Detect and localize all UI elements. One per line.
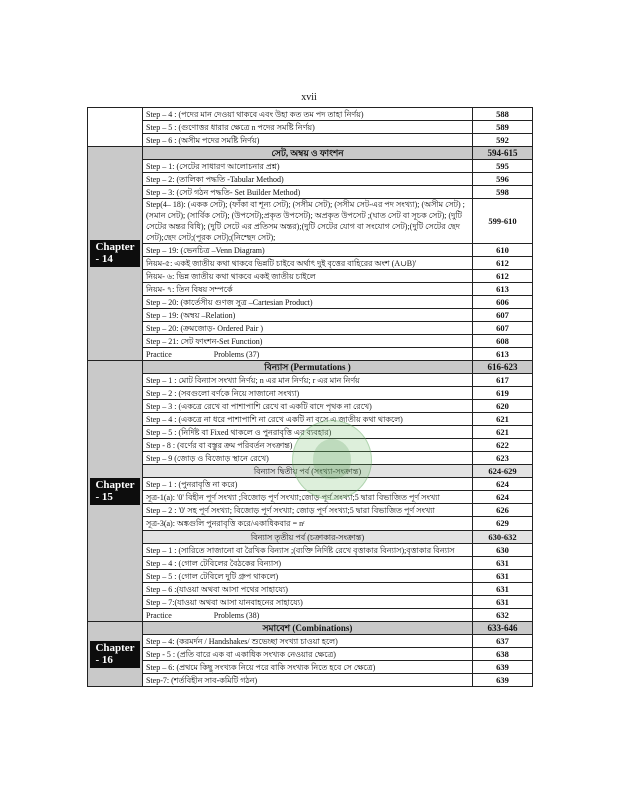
entry-page-number: 620	[473, 400, 533, 413]
entry-description: Step – 2 : (সবগুলো বর্ণকে নিয়ে সাজানো সংখ্যা)	[143, 387, 473, 400]
entry-description: Step – 2: (তালিকা পদ্ধতি -Tabular Method)	[143, 173, 473, 186]
toc-row	[88, 609, 533, 622]
entry-page-number: 637	[473, 635, 533, 648]
entry-description: বিন্যাস দ্বিতীয় পর্ব (সংখ্যা-সংক্রান্ত)	[143, 465, 473, 478]
toc-row	[88, 544, 533, 557]
entry-description: নিয়ম-৫: একই জাতীয় কথা থাকবে ভিন্নটি চাইবে অর্থাৎ দুই বৃত্তের বাহিরের অংশ (A∪B)′	[143, 257, 473, 270]
entry-page-number: 631	[473, 557, 533, 570]
chapter-cell	[88, 361, 143, 622]
entry-description: Step – 1 : মোট বিন্যাস সংখ্যা নির্ণয়; n এর মান নির্ণয়; r এর মান নির্ণয়	[143, 374, 473, 387]
entry-page-number: 608	[473, 335, 533, 348]
entry-page-number: 594-615	[473, 147, 533, 160]
entry-description: Step – 2 : '0' সহ পূর্ণ সংখ্যা; বিজোড় পূর্ণ সংখ্যা; জোড় পূর্ণ সংখ্যা;5 দ্বারা বিভাজিত পূর্ণ সংখ্যা	[143, 504, 473, 517]
toc-row	[88, 570, 533, 583]
chapter-cell	[88, 147, 143, 361]
entry-description: সূত্র-1(a): '0' বিহীন পূর্ণ সংখ্যা ;বিজোড় পূর্ণ সংখ্যা;জোড় পূর্ণ সংখ্যা;5 দ্বারা বিভাজিত পূর্ণ সংখ্যা	[143, 491, 473, 504]
toc-row	[88, 648, 533, 661]
entry-description: নিয়ম- ৬: ভিন্ন জাতীয় কথা থাকবে একই জাতীয় চাইলে	[143, 270, 473, 283]
entry-page-number: 595	[473, 160, 533, 173]
toc-row	[88, 557, 533, 570]
entry-page-number: 623	[473, 452, 533, 465]
toc-row	[88, 309, 533, 322]
entry-page-number: 610	[473, 244, 533, 257]
toc-row	[88, 517, 533, 531]
toc-row	[88, 635, 533, 648]
entry-description: Step – 4: (করমর্দন / Handshakes/ শুভেচ্ছা সংখ্যা চাওয়া হলে)	[143, 635, 473, 648]
toc-row	[88, 504, 533, 517]
entry-page-number: 621	[473, 426, 533, 439]
entry-page-number: 607	[473, 309, 533, 322]
entry-page-number: 638	[473, 648, 533, 661]
entry-page-number: 606	[473, 296, 533, 309]
entry-description: Practice Problems (38)	[143, 609, 473, 622]
entry-page-number: 630-632	[473, 531, 533, 544]
entry-page-number: 630	[473, 544, 533, 557]
chapter-label: Chapter - 16	[90, 641, 139, 668]
entry-description: Step-7: (শর্তবিহীন সাব-কমিটি গঠন)	[143, 674, 473, 687]
entry-page-number: 626	[473, 504, 533, 517]
toc-row	[88, 257, 533, 270]
toc-row	[88, 322, 533, 335]
entry-page-number: 624-629	[473, 465, 533, 478]
entry-page-number: 612	[473, 270, 533, 283]
toc-row	[88, 160, 533, 173]
entry-page-number: 631	[473, 570, 533, 583]
entry-description: Step – 20: (ক্রমজোড়- Ordered Pair )	[143, 322, 473, 335]
toc-row	[88, 121, 533, 134]
entry-description: Step – 9 (জোড় ও বিজোড় স্থানে রেখে)	[143, 452, 473, 465]
entry-page-number: 639	[473, 674, 533, 687]
chapter-cell	[88, 622, 143, 687]
entry-page-number: 631	[473, 583, 533, 596]
entry-description: বিন্যাস (Permutations )	[143, 361, 473, 374]
entry-page-number: 632	[473, 609, 533, 622]
entry-description: Step – 5 : (নির্দিষ্ট বা Fixed থাকলে ও পুনরাবৃত্তি এর ব্যবহার)	[143, 426, 473, 439]
entry-description: Step – 1: (সেটের সাধারণ আলোচনার প্রশ্ন)	[143, 160, 473, 173]
entry-description: Step - 8 : (বর্ণের বা বস্তুর ক্রম পরিবর্তন সংক্রান্ত)	[143, 439, 473, 452]
entry-page-number: 617	[473, 374, 533, 387]
entry-description: Step(4– 18): (একক সেট); (ফাঁকা বা শূন্য সেট); (সসীম সেট); (সসীম সেট-এর পদ সংখ্যা); (অসীম সেট) ; (সমান সেট); (সার্বিক সেট); (উপসেট);প্রকৃত উপসেট); অপ্রকৃত উপসেট ;(ঘাত সেট বা সূচক সেট); (দুটি সেটের অন্তর বিধি); (দুটি সেটে এর প্রতিসম অন্তর);(দুটি সেটের যোগ বা সংযোগ সেট);(দুটি সেটের ছেদ সেট);ছেদ সেট;(পূরক সেট);(নিশ্ছেদ সেট);	[143, 199, 473, 244]
entry-page-number: 598	[473, 186, 533, 199]
entry-description: Step – 6: (প্রথমে কিছু সংখ্যক নিয়ে পরে বাকি সংখ্যক নিতে হবে সে ক্ষেত্রে)	[143, 661, 473, 674]
entry-description: Step – 1 : (পুনরাবৃত্তি না করে)	[143, 478, 473, 491]
chapter-heading-row	[88, 622, 533, 635]
entry-page-number: 624	[473, 491, 533, 504]
entry-description: Step – 5 : (গুণোত্তর ধারার ক্ষেত্রে n পদের সমষ্টি নির্ণয়)	[143, 121, 473, 134]
chapter-label: Chapter - 14	[90, 240, 139, 267]
entry-description: Step – 4 : (একত্রে না ধরে পাশাপাশি না রেখে একটি না বসে এ জাতীয় কথা থাকলে)	[143, 413, 473, 426]
entry-description: সমাবেশ (Combinations)	[143, 622, 473, 635]
entry-page-number: 624	[473, 478, 533, 491]
toc-row	[88, 596, 533, 609]
chapter-cell	[88, 108, 143, 147]
toc-row	[88, 173, 533, 186]
toc-row	[88, 199, 533, 244]
table-of-contents	[87, 107, 533, 687]
toc-row	[88, 583, 533, 596]
entry-description: বিন্যাস তৃতীয় পর্ব (চক্রাকার-সংক্রান্ত)	[143, 531, 473, 544]
entry-description: Step – 4 : (গোল টেবিলের বৈঠকের বিন্যাস)	[143, 557, 473, 570]
entry-description: Step – 19: (অম্বয় –Relation)	[143, 309, 473, 322]
entry-description: Practice Problems (37)	[143, 348, 473, 361]
entry-page-number: 613	[473, 283, 533, 296]
entry-page-number: 622	[473, 439, 533, 452]
entry-description: Step – 3 : (একত্রে রেখে বা পাশাপাশি রেখে বা একটি বাদে পৃথক না রেখে)	[143, 400, 473, 413]
entry-page-number: 629	[473, 517, 533, 531]
entry-description: Step – 6 : (অসীম পদের সমষ্টি নির্ণয়)	[143, 134, 473, 147]
chapter-heading-row	[88, 147, 533, 160]
toc-row	[88, 134, 533, 147]
entry-description: নিয়ম- ৭: তিন বিষয় সম্পর্কে	[143, 283, 473, 296]
entry-page-number: 621	[473, 413, 533, 426]
toc-row	[88, 108, 533, 121]
toc-row	[88, 674, 533, 687]
entry-description: Step – 1 : (সারিতে সাজানো বা রৈখিক বিন্যাস ;(ব্যক্তি নির্দিষ্ট রেখে বৃত্তাকার বিন্যাস);বৃত্তাকার বিন্যাস	[143, 544, 473, 557]
toc-row	[88, 413, 533, 426]
entry-page-number: 588	[473, 108, 533, 121]
entry-page-number: 599-610	[473, 199, 533, 244]
toc-row	[88, 661, 533, 674]
entry-description: সূত্র-3(a): অঙ্কগুলি পুনরাবৃত্তি করে/একাধিকবার = nʳ	[143, 517, 473, 531]
entry-page-number: 613	[473, 348, 533, 361]
entry-description: Step – 6 :(যাওয়া অথবা আসা পথের সাহায্যে)	[143, 583, 473, 596]
entry-page-number: 607	[473, 322, 533, 335]
entry-description: Step – 3: (সেট গঠন পদ্ধতি- Set Builder Method)	[143, 186, 473, 199]
entry-description: Step – 4 : (পদের মান দেওয়া থাকবে এবং উহা কত তম পদ তাহা নির্ণয়)	[143, 108, 473, 121]
toc-row	[88, 335, 533, 348]
entry-page-number: 589	[473, 121, 533, 134]
toc-row	[88, 244, 533, 257]
entry-page-number: 633-646	[473, 622, 533, 635]
chapter-heading-row	[88, 361, 533, 374]
toc-row	[88, 186, 533, 199]
entry-description: Step – 5 : (গোল টেবিলে দুটি গ্রুপ থাকলে)	[143, 570, 473, 583]
entry-description: Step - 5 : (প্রতি বারে এক বা একাধিক সংখ্যক নেওয়ার ক্ষেত্রে)	[143, 648, 473, 661]
chapter-label: Chapter - 15	[90, 478, 139, 505]
entry-page-number: 592	[473, 134, 533, 147]
entry-description: Step – 19: (ভেনচিত্র –Venn Diagram)	[143, 244, 473, 257]
toc-row	[88, 374, 533, 387]
entry-description: Step – 21: সেট ফাংশন-Set Function)	[143, 335, 473, 348]
entry-description: Step – 20: (কার্তেসীয় গুণজ সুত্র –Cartesian Product)	[143, 296, 473, 309]
toc-row	[88, 270, 533, 283]
watermark-logo	[292, 420, 372, 500]
toc-row	[88, 296, 533, 309]
toc-row	[88, 283, 533, 296]
entry-page-number: 631	[473, 596, 533, 609]
toc-row	[88, 348, 533, 361]
entry-page-number: 596	[473, 173, 533, 186]
toc-row	[88, 400, 533, 413]
entry-page-number: 612	[473, 257, 533, 270]
toc-row	[88, 387, 533, 400]
entry-description: Step – 7:(যাওয়া অথবা আসা যানবাহনের সাহায্যে)	[143, 596, 473, 609]
page-number: xvii	[301, 92, 317, 103]
section-heading-row	[88, 531, 533, 544]
entry-description: সেট, অম্বয় ও ফাংশন	[143, 147, 473, 160]
entry-page-number: 619	[473, 387, 533, 400]
entry-page-number: 639	[473, 661, 533, 674]
entry-page-number: 616-623	[473, 361, 533, 374]
